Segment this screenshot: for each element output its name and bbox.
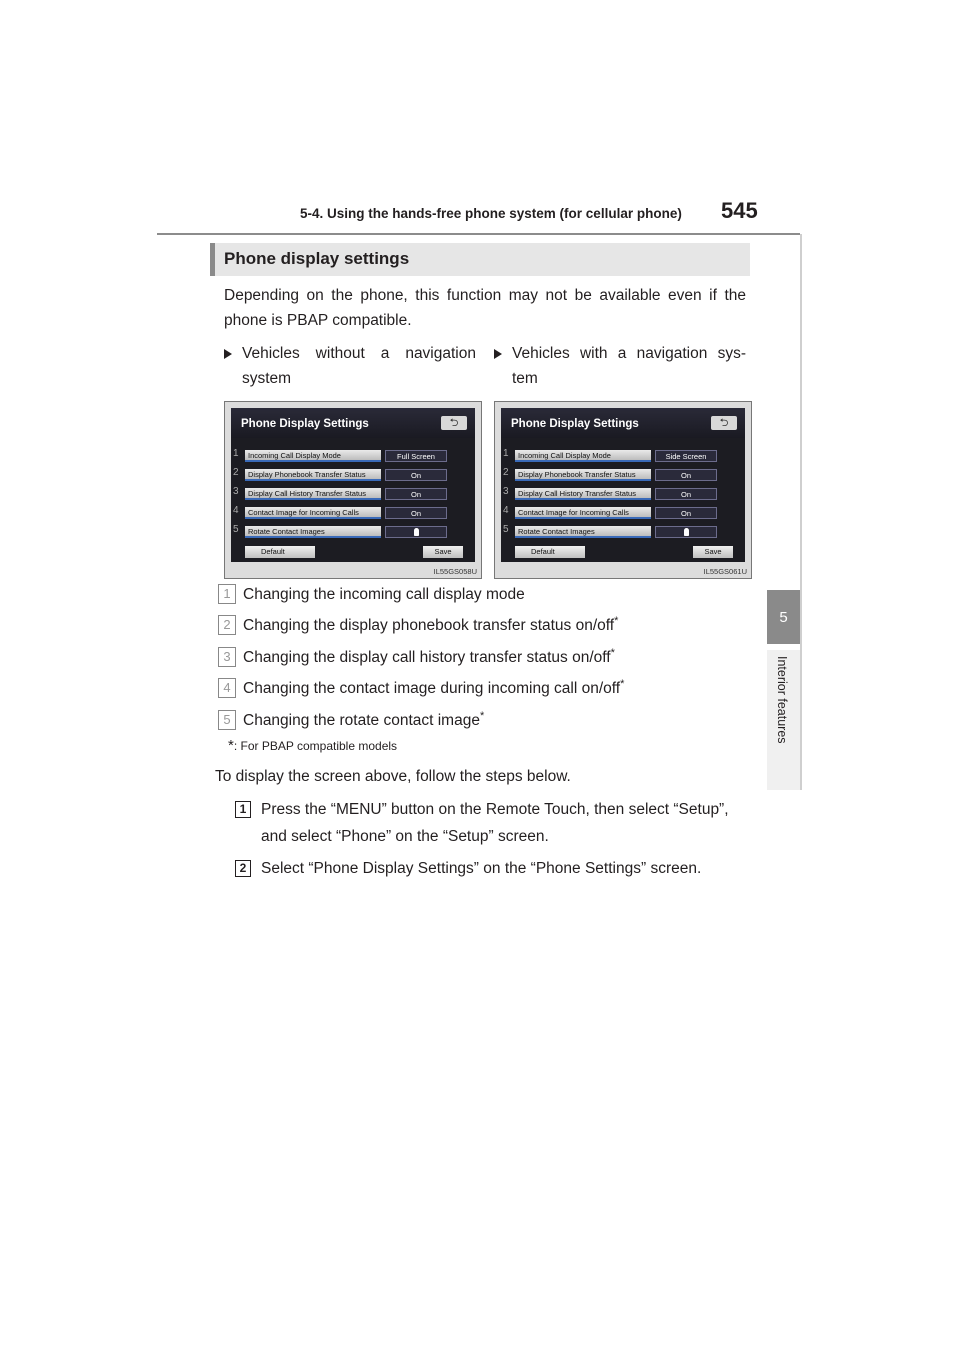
side-divider: [800, 234, 802, 790]
setting-row[interactable]: [515, 450, 733, 463]
row-number: 1: [233, 448, 239, 459]
intro-paragraph: Depending on the phone, this function may not be available even if the phone is PBAP compatible.: [224, 287, 746, 329]
row-value[interactable]: On: [385, 507, 447, 519]
asterisk: *: [614, 615, 619, 627]
variant-with-nav: [494, 341, 746, 391]
screenshot-with-nav: [494, 401, 752, 579]
image-code: IL55GS058U: [433, 567, 477, 576]
chapter-tab: 5: [767, 590, 800, 644]
row-label: Contact Image for Incoming Calls: [245, 507, 381, 519]
setting-row[interactable]: [245, 507, 463, 520]
row-number: 4: [503, 505, 509, 516]
step-line: Select “Phone Display Settings” on the “Phone Settings” screen.: [261, 860, 702, 877]
item-number: 2: [218, 615, 236, 635]
save-button[interactable]: Save: [423, 546, 463, 558]
item-text-body: Changing the display phonebook transfer status on/off: [243, 617, 615, 635]
back-icon[interactable]: ⮌: [441, 416, 467, 430]
row-number: 2: [503, 467, 509, 478]
item-number: 5: [218, 710, 236, 730]
phone-display-settings-screen: [501, 408, 745, 562]
setting-row[interactable]: [515, 507, 733, 520]
step-2: [235, 860, 755, 888]
chapter-label: [767, 650, 800, 790]
item-text-body: Changing the contact image during incoming call on/off: [243, 680, 621, 698]
step-number: 2: [235, 860, 251, 877]
contact-image-value[interactable]: [385, 526, 447, 538]
row-label: Display Call History Transfer Status: [515, 488, 651, 500]
step-number: 1: [235, 801, 251, 818]
row-number: 5: [503, 524, 509, 535]
row-label: Contact Image for Incoming Calls: [515, 507, 651, 519]
asterisk: *: [620, 678, 625, 690]
step-line: and select “Phone” on the “Setup” screen.: [261, 828, 549, 845]
row-number: 3: [503, 486, 509, 497]
row-label: Rotate Contact Images: [245, 526, 381, 538]
row-label: Display Call History Transfer Status: [245, 488, 381, 500]
row-label: Display Phonebook Transfer Status: [515, 469, 651, 481]
item-text: [243, 710, 484, 730]
item-text-body: Changing the rotate contact image: [243, 712, 480, 730]
step-1: [235, 801, 755, 857]
item-text-body: Changing the display call history transfer status on/off: [243, 649, 611, 667]
variant-text: system: [242, 370, 292, 387]
row-label: Rotate Contact Images: [515, 526, 651, 538]
back-icon[interactable]: ⮌: [711, 416, 737, 430]
row-label: Incoming Call Display Mode: [515, 450, 651, 462]
row-value[interactable]: On: [655, 469, 717, 481]
screen-title: Phone Display Settings: [241, 418, 369, 430]
step-text: [261, 855, 701, 882]
person-icon: [684, 528, 689, 536]
save-button[interactable]: Save: [693, 546, 733, 558]
row-number: 2: [233, 467, 239, 478]
setting-row[interactable]: [515, 526, 733, 539]
contact-image-value[interactable]: [655, 526, 717, 538]
row-value[interactable]: On: [655, 488, 717, 500]
row-label: Display Phonebook Transfer Status: [245, 469, 381, 481]
setting-row[interactable]: [245, 469, 463, 482]
setting-row[interactable]: [245, 450, 463, 463]
variant-without-nav: [224, 341, 476, 391]
step-line: Press the “MENU” button on the Remote Touch, then select “Setup”,: [261, 801, 729, 818]
section-heading: [210, 243, 750, 276]
triangle-bullet-icon: [494, 349, 502, 359]
asterisk: *: [479, 710, 485, 722]
row-value[interactable]: Side Screen: [655, 450, 717, 462]
item-text: [243, 678, 624, 698]
image-code: IL55GS061U: [703, 567, 747, 576]
setting-row[interactable]: [245, 526, 463, 539]
item-text: [243, 584, 525, 604]
variant-text: Vehicles without a navigation: [242, 345, 476, 362]
header-rule: [157, 233, 800, 235]
item-text-body: Changing the incoming call display mode: [243, 586, 525, 604]
row-number: 4: [233, 505, 239, 516]
steps-lead: To display the screen above, follow the steps below.: [215, 768, 571, 785]
row-number: 1: [503, 448, 509, 459]
setting-row[interactable]: [515, 488, 733, 501]
page-number: 545: [721, 198, 758, 223]
row-number: 5: [233, 524, 239, 535]
setting-row[interactable]: [515, 469, 733, 482]
variant-text: Vehicles with a navigation sys-: [512, 345, 746, 362]
section-heading-text: Phone display settings: [224, 249, 410, 268]
item-text: [243, 615, 618, 635]
asterisk: *: [610, 647, 615, 659]
row-value[interactable]: On: [385, 488, 447, 500]
item-number: 3: [218, 647, 236, 667]
row-value[interactable]: Full Screen: [385, 450, 447, 462]
default-button[interactable]: Default: [515, 546, 585, 558]
row-number: 3: [233, 486, 239, 497]
step-text: [261, 796, 729, 850]
setting-row[interactable]: [245, 488, 463, 501]
item-number: 1: [218, 584, 236, 604]
chapter-label-text: Interior features: [775, 656, 789, 744]
running-header: 5-4. Using the hands-free phone system (for cellular phone): [300, 206, 682, 221]
row-value[interactable]: On: [655, 507, 717, 519]
screenshot-without-nav: [224, 401, 482, 579]
footnote-text: : For PBAP compatible models: [233, 739, 398, 753]
person-icon: [414, 528, 419, 536]
item-number: 4: [218, 678, 236, 698]
default-button[interactable]: Default: [245, 546, 315, 558]
row-value[interactable]: On: [385, 469, 447, 481]
screen-title: Phone Display Settings: [511, 418, 639, 430]
footnote-mark: *: [228, 737, 234, 754]
footnote: [228, 737, 397, 754]
item-text: [243, 647, 615, 667]
row-label: Incoming Call Display Mode: [245, 450, 381, 462]
phone-display-settings-screen: [231, 408, 475, 562]
triangle-bullet-icon: [224, 349, 232, 359]
variant-text: tem: [512, 370, 538, 387]
